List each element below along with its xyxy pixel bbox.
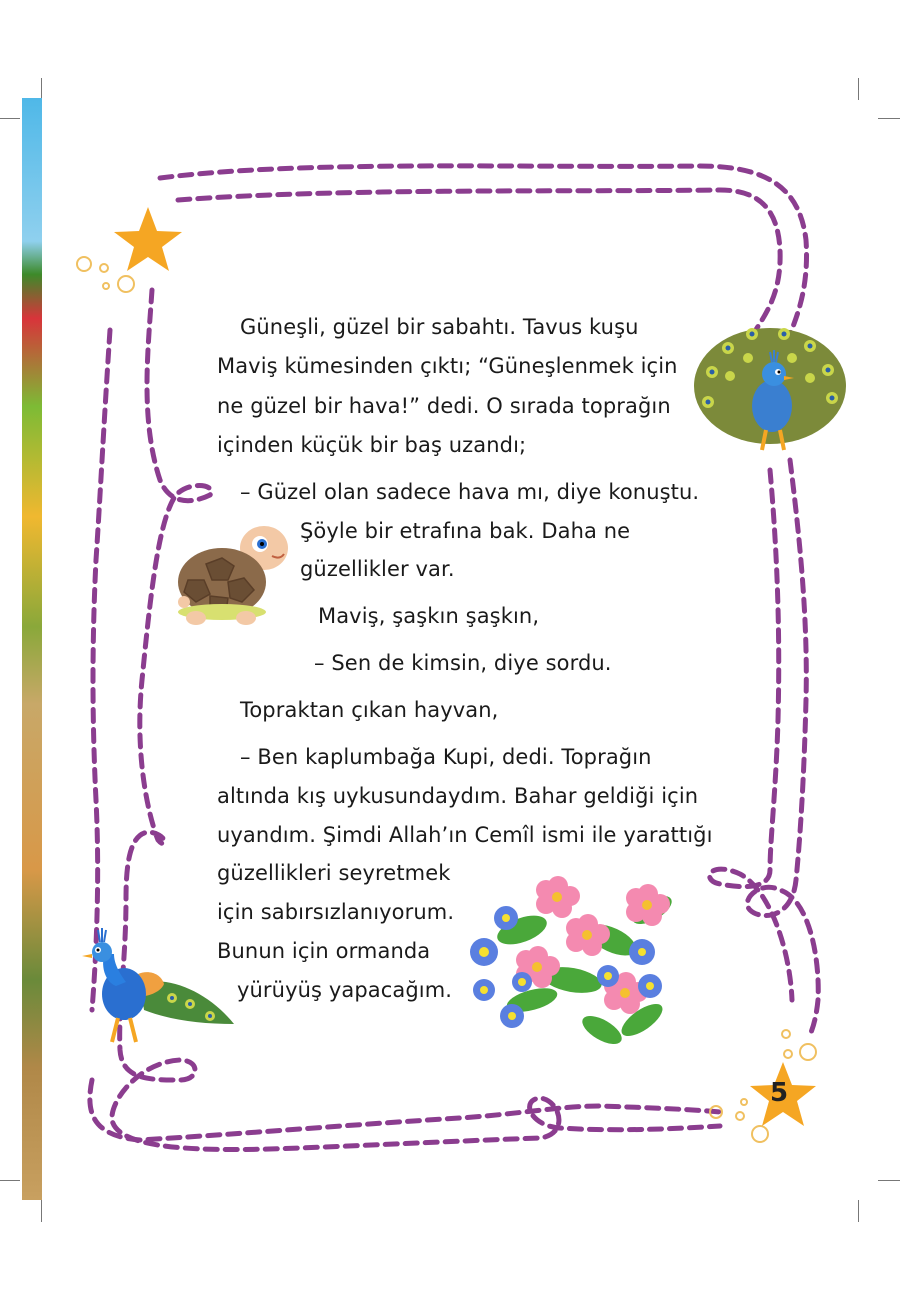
story-line: – Ben kaplumbağa Kupi, dedi. Toprağın: [240, 745, 652, 769]
story-line: – Güzel olan sadece hava mı, diye konuştu.: [240, 480, 700, 504]
turtle-icon: [176, 520, 292, 630]
story-line: Topraktan çıkan hayvan,: [240, 698, 499, 722]
peacock-fanned-icon: [692, 322, 848, 454]
flower-bouquet-icon: [462, 870, 690, 1052]
story-line: Şöyle bir etrafına bak. Daha ne: [300, 519, 631, 543]
story-line: yürüyüş yapacağım.: [237, 978, 453, 1002]
story-line: Bunun için ormanda: [217, 939, 431, 963]
story-line: Maviş kümesinden çıktı; “Güneşlenmek için: [217, 354, 678, 378]
story-line: için sabırsızlanıyorum.: [217, 900, 455, 924]
story-line: güzellikleri seyretmek: [217, 861, 451, 885]
page-number: 5: [769, 1078, 789, 1108]
story-line: uyandım. Şimdi Allah’ın Cemîl ismi ile yarattığı: [217, 823, 713, 847]
page-number-badge: [748, 1060, 818, 1130]
story-line: – Sen de kimsin, diye sordu.: [314, 651, 612, 675]
story-line: altında kış uykusundaydım. Bahar geldiği için: [217, 784, 699, 808]
story-line: içinden küçük bir baş uzandı;: [217, 433, 527, 457]
peacock-walking-icon: [80, 924, 236, 1048]
story-line: güzellikler var.: [300, 557, 455, 581]
story-line: ne güzel bir hava!” dedi. O sırada toprağın: [217, 394, 671, 418]
story-line: Güneşli, güzel bir sabahtı. Tavus kuşu: [240, 315, 639, 339]
bubble-icon: [72, 250, 142, 300]
story-line: Maviş, şaşkın şaşkın,: [318, 604, 540, 628]
